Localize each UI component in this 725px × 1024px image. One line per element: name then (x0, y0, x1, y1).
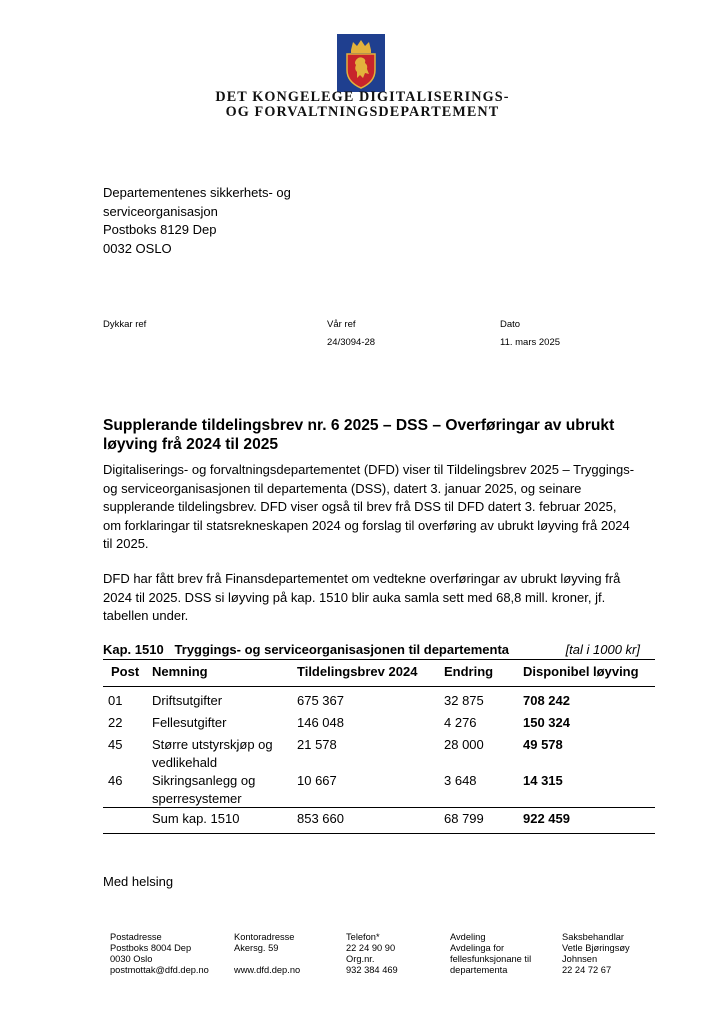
footer-line: 22 24 72 67 (562, 965, 612, 975)
footer-line: Postadresse (110, 932, 162, 942)
table-sum-label: Sum kap. 1510 (152, 811, 240, 826)
table-cell-tildeling: 675 367 (297, 693, 344, 708)
table-cell-disponibel: 14 315 (523, 773, 563, 788)
footer-email[interactable]: postmottak@dfd.dep.no (110, 965, 209, 975)
table-sum-disponibel: 922 459 (523, 811, 570, 826)
letter-subject: Supplerande tildelingsbrev nr. 6 2025 – DSS – Overføringar av ubrukt løyving frå 2024 til 2025 (103, 417, 615, 453)
table-cell-disponibel: 150 324 (523, 715, 570, 730)
footer-line: Akersg. 59 (234, 943, 279, 953)
footer-line: departementa (450, 965, 508, 975)
our-ref-value: 24/3094-28 (327, 337, 376, 348)
table-cell-name: Fellesutgifter (152, 715, 227, 730)
table-cell-name (152, 772, 255, 808)
footer-line: Avdeling (450, 932, 486, 942)
table-cell-name (152, 736, 273, 772)
closing-greeting: Med helsing (103, 874, 174, 889)
footer-line: Postboks 8004 Dep (110, 943, 192, 953)
table-title-text: Kap. 1510 Tryggings- og serviceorganisasjonen til departementa (103, 642, 510, 657)
coat-of-arms-icon (337, 34, 385, 92)
table-cell-endring: 28 000 (444, 737, 484, 752)
date-value: 11. mars 2025 (500, 337, 561, 348)
footer-line: Johnsen (562, 954, 598, 964)
table-sum-rule (103, 807, 655, 808)
our-ref-label: Vår ref (327, 319, 356, 330)
col-header-disponibel: Disponibel løyving (523, 664, 639, 679)
table-cell-name-line: vedlikehald (152, 755, 218, 770)
table-cell-post: 01 (108, 693, 123, 708)
paragraph-line: supplerande tildelingsbrev. DFD viser også til brev frå DSS til DFD datert 3. februar 2025, (103, 499, 617, 514)
footer-saksbehandlar (562, 932, 630, 976)
table-cell-endring: 4 276 (444, 715, 477, 730)
footer-line: Saksbehandlar (562, 932, 625, 942)
paragraph-line: og serviceorganisasjonen til departementa (DSS), datert 3. januar 2025, og seinare (103, 480, 582, 496)
department-name-line2: OG FORVALTNINGSDEPARTEMENT (225, 104, 500, 120)
department-name-line1: DET KONGELEGE DIGITALISERINGS- (215, 89, 510, 105)
table-cell-post: 22 (108, 715, 123, 730)
table-cell-endring: 3 648 (444, 773, 477, 788)
table-sum-endring: 68 799 (444, 811, 484, 826)
table-cell-name: Driftsutgifter (152, 693, 223, 708)
col-header-endring: Endring (444, 664, 494, 679)
footer-website[interactable]: www.dfd.dep.no (234, 965, 301, 975)
recipient-line: serviceorganisasjon (103, 203, 218, 219)
paragraph-2 (103, 570, 663, 626)
table-title (103, 642, 640, 657)
paragraph-line: DFD har fått brev frå Finansdepartementet om vedtekne overføringar av ubrukt løyving frå (103, 571, 621, 586)
table-cell-post: 45 (108, 737, 123, 752)
footer-line: 22 24 90 90 (346, 943, 396, 953)
footer-postadresse (110, 932, 209, 976)
footer-line: Org.nr. (346, 954, 375, 964)
footer-telefon (346, 932, 398, 976)
table-cell-disponibel: 49 578 (523, 737, 563, 752)
footer-line: Vetle Bjøringsøy (562, 943, 630, 953)
table-header-rule (103, 686, 655, 687)
table-cell-tildeling: 10 667 (297, 773, 337, 788)
table-cell-name-line: Sikringsanlegg og (152, 773, 256, 788)
recipient-line: Postboks 8129 Dep (103, 222, 217, 237)
your-ref-label: Dykkar ref (103, 319, 147, 330)
footer-line: Telefon* (346, 932, 380, 942)
table-cell-tildeling: 21 578 (297, 737, 337, 752)
paragraph-line: til 2025. (103, 536, 149, 551)
footer-line: Avdelinga for (450, 943, 505, 953)
recipient-address (103, 184, 291, 258)
recipient-line: 0032 OSLO (103, 240, 172, 256)
paragraph-1 (103, 461, 663, 554)
table-sum-tildeling: 853 660 (297, 811, 344, 826)
footer-line: Kontoradresse (234, 932, 295, 942)
paragraph-line: 2024 til 2025. DSS si løyving på kap. 1510 blir auka samla sett med 68,8 mill. kroner, jf. (103, 589, 606, 605)
col-header-nemning: Nemning (152, 664, 208, 679)
recipient-line: Departementenes sikkerhets- og (103, 185, 291, 200)
paragraph-line: Digitaliserings- og forvaltningsdepartementet (DFD) viser til Tildelingsbrev 2025 – Tryggings- (103, 462, 635, 477)
paragraph-line: om forklaringar til statsrekneskapen 2024 og forslag til overføring av ubrukt løyving frå 2024 (103, 517, 630, 533)
table-cell-endring: 32 875 (444, 693, 484, 708)
table-top-rule (103, 659, 655, 660)
footer-line (234, 954, 300, 965)
table-bottom-rule (103, 833, 655, 834)
table-cell-name-line: Større utstyrskjøp og (152, 737, 273, 752)
footer-kontoradresse (234, 932, 300, 976)
paragraph-line: tabellen under. (103, 608, 189, 623)
col-header-tildeling: Tildelingsbrev 2024 (297, 664, 418, 679)
footer-line: fellesfunksjonane til (450, 954, 532, 964)
footer-avdeling (450, 932, 531, 976)
table-cell-disponibel: 708 242 (523, 693, 570, 708)
footer-line: 932 384 469 (346, 965, 398, 975)
table-unit: [tal i 1000 kr] (565, 642, 640, 657)
table-cell-post: 46 (108, 773, 123, 788)
date-label: Dato (500, 319, 521, 330)
table-cell-name-line: sperresystemer (152, 791, 242, 806)
table-cell-tildeling: 146 048 (297, 715, 344, 730)
footer-line: 0030 Oslo (110, 954, 153, 964)
col-header-post: Post (111, 664, 140, 679)
